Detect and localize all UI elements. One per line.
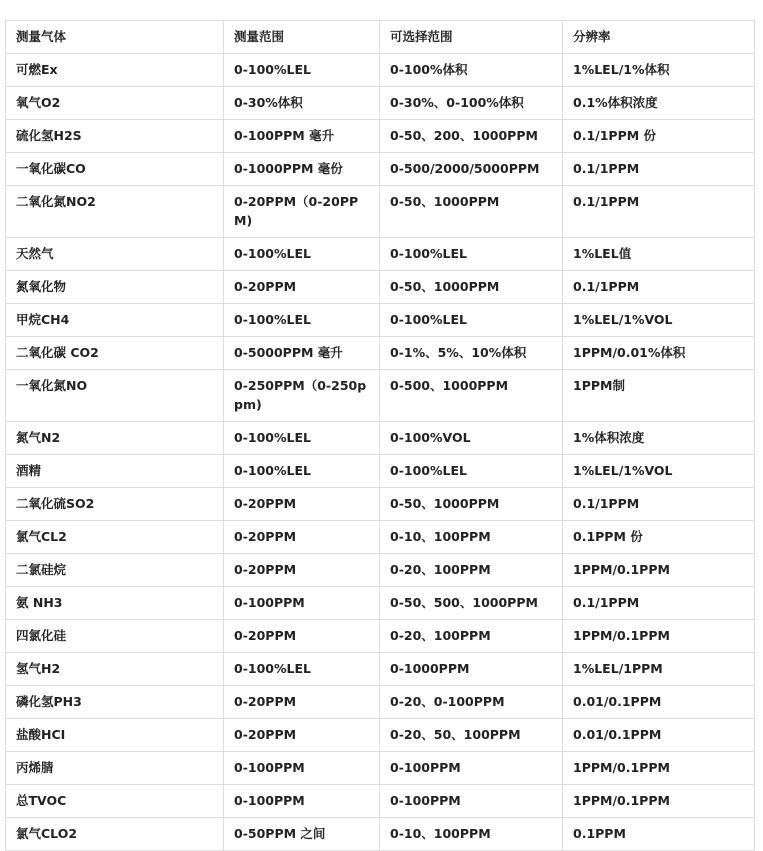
cell-selectable-range: 0-1000PPM [380,653,563,686]
cell-measuring-range: 0-1000PPM 毫份 [224,153,380,186]
cell-selectable-range: 0-50、1000PPM [380,186,563,238]
cell-selectable-range: 0-20、100PPM [380,620,563,653]
cell-gas: 二氯硅烷 [6,554,224,587]
cell-measuring-range: 0-100PPM 毫升 [224,120,380,153]
cell-resolution: 0.01/0.1PPM [563,719,755,752]
cell-resolution: 1%LEL/1%体积 [563,54,755,87]
cell-gas: 盐酸HCI [6,719,224,752]
cell-measuring-range: 0-250PPM（0-250ppm) [224,370,380,422]
header-row [6,21,755,54]
table-row [6,304,755,337]
cell-gas: 丙烯腈 [6,752,224,785]
cell-measuring-range: 0-100PPM [224,587,380,620]
table-row [6,54,755,87]
cell-selectable-range: 0-1%、5%、10%体积 [380,337,563,370]
cell-selectable-range: 0-100%体积 [380,54,563,87]
header-resolution: 分辨率 [563,21,755,54]
table-row [6,785,755,818]
cell-gas: 可燃Ex [6,54,224,87]
cell-selectable-range: 0-20、50、100PPM [380,719,563,752]
cell-resolution: 0.01/0.1PPM [563,686,755,719]
cell-resolution: 0.1PPM [563,818,755,851]
cell-selectable-range: 0-10、100PPM [380,818,563,851]
cell-resolution: 0.1/1PPM [563,271,755,304]
cell-resolution: 1%LEL/1%VOL [563,304,755,337]
cell-resolution: 0.1/1PPM [563,186,755,238]
table-row [6,238,755,271]
cell-measuring-range: 0-20PPM [224,554,380,587]
cell-selectable-range: 0-500/2000/5000PPM [380,153,563,186]
cell-selectable-range: 0-30%、0-100%体积 [380,87,563,120]
table-row [6,271,755,304]
cell-measuring-range: 0-50PPM 之间 [224,818,380,851]
cell-resolution: 1%体积浓度 [563,422,755,455]
cell-resolution: 1PPM/0.1PPM [563,785,755,818]
cell-gas: 酒精 [6,455,224,488]
cell-selectable-range: 0-500、1000PPM [380,370,563,422]
cell-resolution: 1%LEL值 [563,238,755,271]
cell-resolution: 0.1%体积浓度 [563,87,755,120]
header-measured-gas: 测量气体 [6,21,224,54]
table-row [6,521,755,554]
table-row [6,370,755,422]
table-row [6,554,755,587]
cell-measuring-range: 0-20PPM [224,719,380,752]
cell-resolution: 0.1/1PPM [563,153,755,186]
cell-gas: 氯气CLO2 [6,818,224,851]
cell-resolution: 1PPM/0.1PPM [563,752,755,785]
cell-gas: 二氧化碳 CO2 [6,337,224,370]
cell-resolution: 0.1PPM 份 [563,521,755,554]
cell-gas: 氨 NH3 [6,587,224,620]
cell-measuring-range: 0-100PPM [224,785,380,818]
cell-measuring-range: 0-100%LEL [224,653,380,686]
cell-resolution: 0.1/1PPM 份 [563,120,755,153]
cell-resolution: 0.1/1PPM [563,587,755,620]
cell-selectable-range: 0-100PPM [380,785,563,818]
table-row [6,752,755,785]
table-row [6,422,755,455]
cell-resolution: 1PPM制 [563,370,755,422]
table-body [6,54,755,851]
table-row [6,719,755,752]
cell-measuring-range: 0-100%LEL [224,304,380,337]
table-row [6,620,755,653]
cell-measuring-range: 0-20PPM [224,488,380,521]
cell-measuring-range: 0-100%LEL [224,238,380,271]
cell-measuring-range: 0-30%体积 [224,87,380,120]
cell-selectable-range: 0-20、0-100PPM [380,686,563,719]
cell-gas: 二氧化硫SO2 [6,488,224,521]
cell-gas: 二氧化氮NO2 [6,186,224,238]
table-row [6,587,755,620]
cell-measuring-range: 0-20PPM [224,620,380,653]
table-row [6,120,755,153]
table-row [6,87,755,120]
cell-measuring-range: 0-20PPM [224,686,380,719]
table-header [6,21,755,54]
cell-measuring-range: 0-20PPM [224,521,380,554]
cell-selectable-range: 0-10、100PPM [380,521,563,554]
cell-measuring-range: 0-20PPM [224,271,380,304]
cell-resolution: 0.1/1PPM [563,488,755,521]
cell-gas: 总TVOC [6,785,224,818]
cell-selectable-range: 0-50、1000PPM [380,488,563,521]
cell-gas: 氧气O2 [6,87,224,120]
cell-selectable-range: 0-100%VOL [380,422,563,455]
cell-gas: 氯气CL2 [6,521,224,554]
cell-selectable-range: 0-50、500、1000PPM [380,587,563,620]
cell-gas: 氮氧化物 [6,271,224,304]
cell-measuring-range: 0-100%LEL [224,455,380,488]
table-row [6,488,755,521]
cell-resolution: 1PPM/0.01%体积 [563,337,755,370]
cell-gas: 天然气 [6,238,224,271]
gas-spec-table [5,20,755,851]
cell-selectable-range: 0-100%LEL [380,455,563,488]
cell-selectable-range: 0-100%LEL [380,238,563,271]
header-measuring-range: 测量范围 [224,21,380,54]
cell-selectable-range: 0-100%LEL [380,304,563,337]
cell-resolution: 1%LEL/1%VOL [563,455,755,488]
table-row [6,337,755,370]
table-row [6,153,755,186]
cell-gas: 硫化氢H2S [6,120,224,153]
cell-selectable-range: 0-50、200、1000PPM [380,120,563,153]
table-row [6,686,755,719]
cell-gas: 一氧化氮NO [6,370,224,422]
cell-gas: 一氧化碳CO [6,153,224,186]
cell-measuring-range: 0-5000PPM 毫升 [224,337,380,370]
cell-resolution: 1PPM/0.1PPM [563,620,755,653]
cell-measuring-range: 0-20PPM（0-20PPM) [224,186,380,238]
cell-resolution: 1%LEL/1PPM [563,653,755,686]
cell-selectable-range: 0-50、1000PPM [380,271,563,304]
cell-resolution: 1PPM/0.1PPM [563,554,755,587]
table-row [6,653,755,686]
cell-gas: 四氯化硅 [6,620,224,653]
cell-selectable-range: 0-20、100PPM [380,554,563,587]
table-row [6,455,755,488]
cell-gas: 氢气H2 [6,653,224,686]
cell-measuring-range: 0-100%LEL [224,54,380,87]
cell-gas: 甲烷CH4 [6,304,224,337]
cell-measuring-range: 0-100PPM [224,752,380,785]
table-row [6,818,755,851]
cell-measuring-range: 0-100%LEL [224,422,380,455]
table-row [6,186,755,238]
cell-gas: 磷化氢PH3 [6,686,224,719]
cell-selectable-range: 0-100PPM [380,752,563,785]
cell-gas: 氮气N2 [6,422,224,455]
header-selectable-range: 可选择范围 [380,21,563,54]
